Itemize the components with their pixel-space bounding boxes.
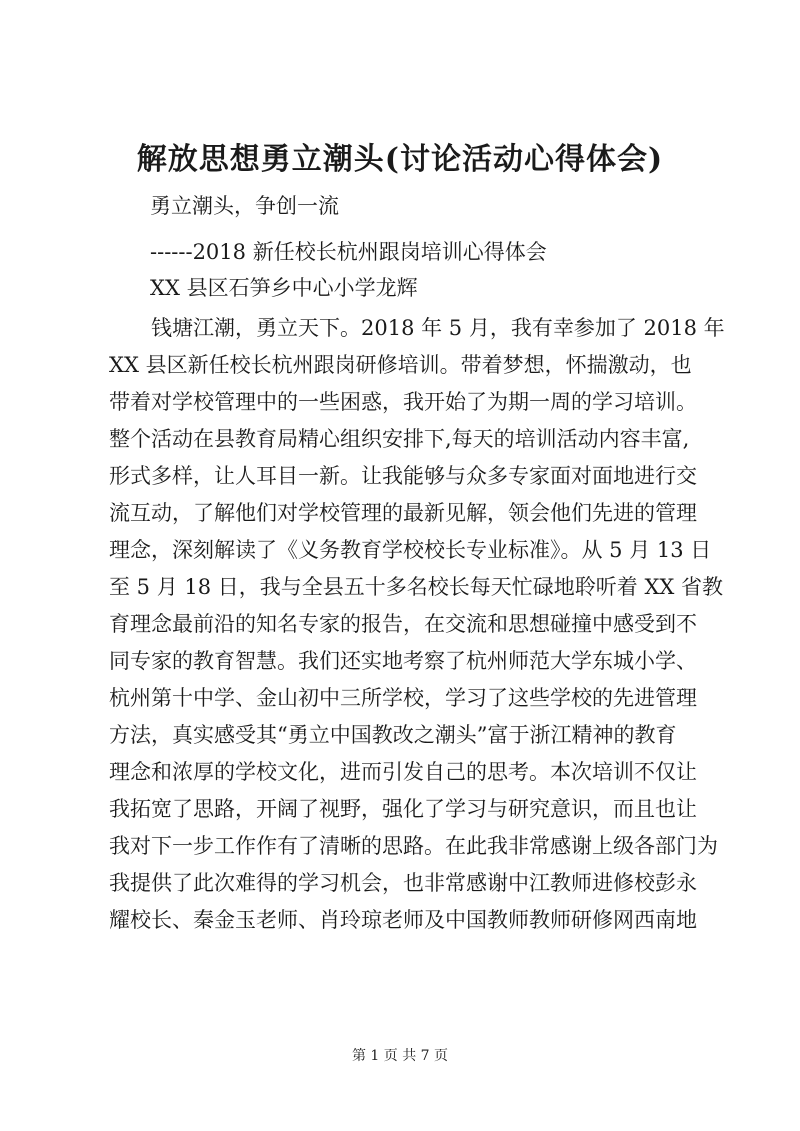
- document-subheading: ------2018 新任校长杭州跟岗培训心得体会: [150, 240, 547, 264]
- body-line: 整个活动在县教育局精心组织安排下,每天的培训活动内容丰富,: [109, 427, 690, 451]
- body-line: 方法，真实感受其“勇立中国教改之潮头”富于浙江精神的教育: [109, 723, 677, 747]
- body-line: 育理念最前沿的知名专家的报告，在交流和思想碰撞中感受到不: [109, 612, 697, 636]
- body-line: 杭州第十中学、金山初中三所学校，学习了这些学校的先进管理: [109, 686, 697, 710]
- body-line: 我对下一步工作作有了清晰的思路。在此我非常感谢上级各部门为: [109, 834, 718, 858]
- body-line: 理念和浓厚的学校文化，进而引发自己的思考。本次培训不仅让: [109, 760, 697, 784]
- body-line: 理念，深刻解读了《义务教育学校校长专业标准》。从 5 月 13 日: [109, 538, 712, 562]
- document-title: 解放思想勇立潮头(讨论活动心得体会): [136, 142, 664, 177]
- body-line: 同专家的教育智慧。我们还实地考察了杭州师范大学东城小学、: [109, 649, 697, 673]
- body-line: 形式多样，让人耳目一新。让我能够与众多专家面对面地进行交: [109, 464, 697, 488]
- document-author: XX 县区石笋乡中心小学龙辉: [150, 276, 418, 300]
- body-line: 我拓宽了思路，开阔了视野，强化了学习与研究意识，而且也让: [109, 797, 697, 821]
- body-line: 我提供了此次难得的学习机会，也非常感谢中江教师进修校彭永: [109, 871, 697, 895]
- body-line: 钱塘江潮，勇立天下。2018 年 5 月，我有幸参加了 2018 年: [109, 316, 725, 340]
- body-line: 流互动，了解他们对学校管理的最新见解，领会他们先进的管理: [109, 501, 697, 525]
- body-line: 带着对学校管理中的一些困惑，我开始了为期一周的学习培训。: [109, 390, 697, 414]
- body-line: 至 5 月 18 日，我与全县五十多名校长每天忙碌地聆听着 XX 省教: [109, 575, 724, 599]
- body-line: XX 县区新任校长杭州跟岗研修培训。带着梦想，怀揣激动，也: [109, 353, 692, 377]
- page-number-footer: 第 1 页 共 7 页: [351, 1048, 449, 1064]
- body-line: 耀校长、秦金玉老师、肖玲琼老师及中国教师教师研修网西南地: [109, 908, 697, 932]
- document-subtitle: 勇立潮头，争创一流: [150, 194, 339, 218]
